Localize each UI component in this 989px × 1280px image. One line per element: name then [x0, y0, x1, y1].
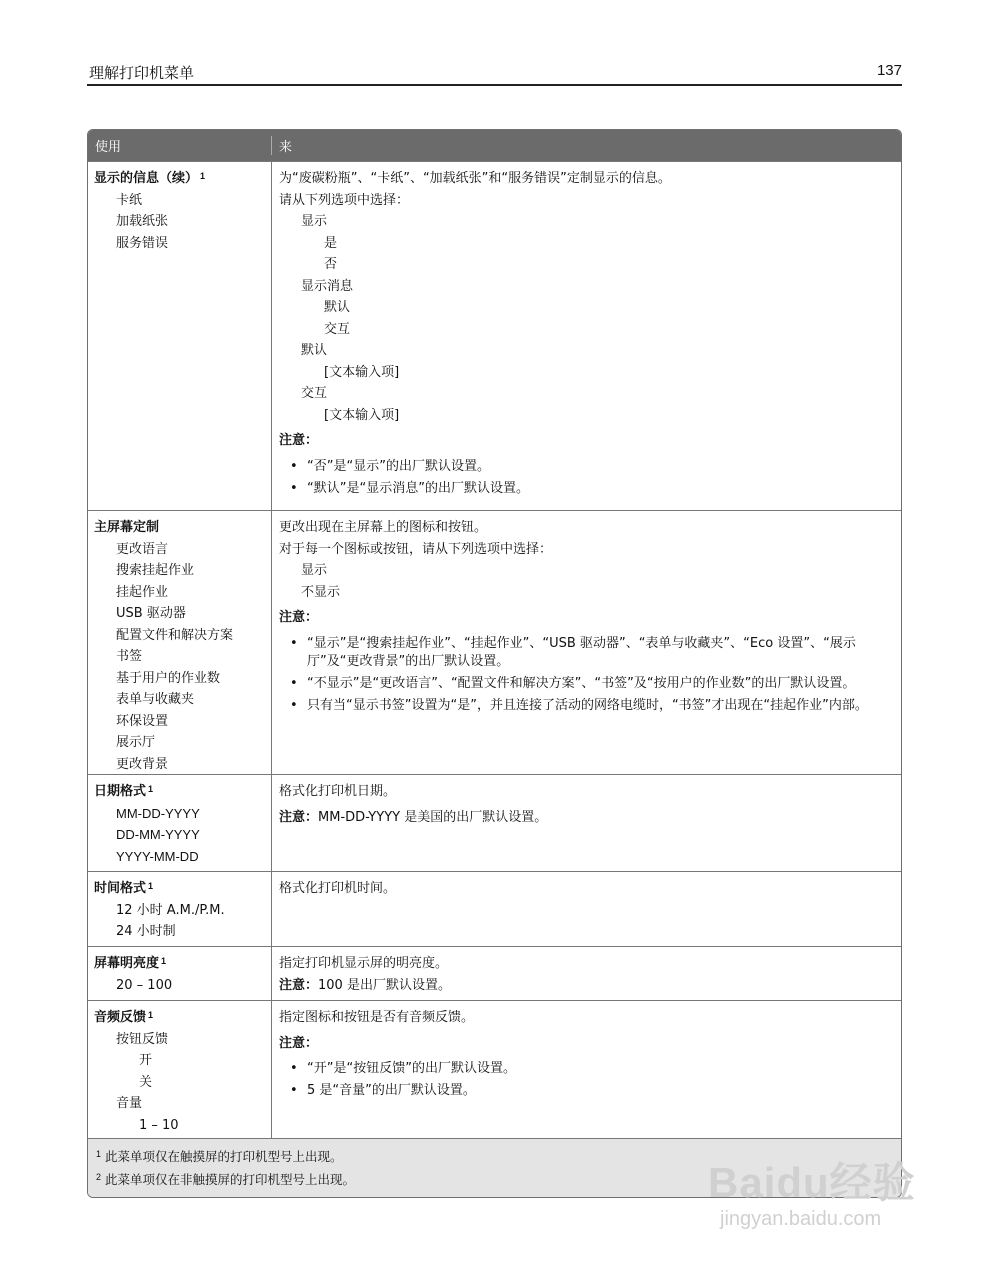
menu-item: USB 驱动器: [116, 606, 186, 621]
menu-title: 显示的信息（续） $^1$: [94, 171, 206, 186]
menu-item: 更改背景: [116, 756, 169, 772]
menu-title: 时间格式 $^1$: [94, 881, 154, 896]
menu-item: 环保设置: [116, 713, 169, 729]
description: 对于每一个图标或按钮，请从下列选项中选择：: [279, 541, 553, 557]
menu-item: 更改语言: [116, 541, 169, 557]
menu-item: 音量: [116, 1096, 143, 1111]
row-description-cell: [272, 947, 901, 1000]
table-header-row: [88, 130, 901, 161]
row-description-cell: [272, 1001, 901, 1138]
footnote: $^2$ 此菜单项仅在非触摸屏的打印机型号上出现。: [96, 1172, 356, 1187]
menu-item: 1 – 10: [139, 1117, 179, 1133]
row-menu-cell: [88, 1001, 272, 1138]
col-header-to: 来: [279, 140, 293, 155]
menu-item: 表单与收藏夹: [116, 692, 195, 707]
note-line: 注意：MM-DD-YYYY 是美国的出厂默认设置。: [279, 809, 548, 825]
menu-item: 20 – 100: [116, 977, 173, 993]
note-bullet: • “否”是“显示”的出厂默认设置。: [279, 458, 894, 476]
table-row: [88, 946, 901, 1000]
option: 否: [324, 257, 338, 272]
option: 默认: [301, 343, 328, 358]
menu-item: 书签: [116, 649, 143, 664]
page-header-title: 理解打印机菜单: [89, 64, 195, 82]
baidu-watermark: [700, 1150, 940, 1260]
footnote: $^1$ 此菜单项仅在触摸屏的打印机型号上出现。: [96, 1149, 343, 1164]
row-menu-cell: [88, 511, 272, 774]
option: 交互: [324, 321, 351, 337]
option: [文本输入项]: [324, 364, 400, 380]
menu-item: 挂起作业: [116, 584, 169, 600]
note-bullet: • 只有当“显示书签”设置为“是”，并且连接了活动的网络电缆时，“书签”才出现在“挂起作业”内部。: [279, 697, 894, 715]
note-bullet: • “显示”是“搜索挂起作业”、“挂起作业”、“USB 驱动器”、“表单与收藏夹”、“Eco 设置”、“展示厅”及“更改背景”的出厂默认设置。: [279, 635, 894, 671]
watermark-url: jingyan.baidu.com: [720, 1208, 882, 1230]
menu-item: 按钮反馈: [116, 1031, 169, 1047]
table-row: [88, 1000, 901, 1138]
note-label: 注意：: [279, 610, 319, 625]
menu-item: 关: [139, 1074, 153, 1090]
menu-title: 屏幕明亮度 $^1$: [94, 956, 167, 971]
option: [文本输入项]: [324, 407, 400, 423]
menu-title: 音频反馈 $^1$: [94, 1010, 154, 1025]
row-description-cell: [272, 775, 901, 871]
row-description-cell: [272, 162, 901, 510]
note-bullet: • “默认”是“显示消息”的出厂默认设置。: [279, 480, 894, 498]
description: 为“废碳粉瓶”、“卡纸”、“加载纸张”和“服务错误”定制显示的信息。: [279, 171, 671, 186]
page-number: 137: [876, 62, 902, 79]
option: 显示消息: [301, 278, 354, 294]
row-menu-cell: [88, 162, 272, 510]
table-row: [88, 871, 901, 946]
description: 更改出现在主屏幕上的图标和按钮。: [279, 520, 488, 535]
row-description-cell: [272, 511, 901, 774]
table-row: [88, 774, 901, 871]
description: 指定打印机显示屏的明亮度。: [279, 956, 449, 971]
description: 请从下列选项中选择：: [279, 192, 410, 208]
menu-item: 开: [139, 1053, 153, 1068]
menu-item: 加载纸张: [116, 214, 169, 229]
menu-table: [87, 129, 902, 1198]
note-bullet: • “不显示”是“更改语言”、“配置文件和解决方案”、“书签”及“按用户的作业数”的出厂默认设置。: [279, 675, 894, 693]
col-header-use: 使用: [88, 136, 272, 155]
menu-item: YYYY-MM-DD: [116, 848, 199, 864]
menu-item: 卡纸: [116, 192, 143, 208]
option: 显示: [301, 563, 328, 578]
menu-item: DD-MM-YYYY: [116, 827, 200, 842]
description: 格式化打印机日期。: [279, 784, 397, 799]
header-rule: [87, 84, 902, 86]
option: 默认: [324, 300, 351, 315]
menu-item: 配置文件和解决方案: [116, 627, 234, 643]
menu-item: MM-DD-YYYY: [116, 805, 200, 821]
row-menu-cell: [88, 947, 272, 1000]
menu-title: 日期格式 $^1$: [94, 784, 154, 799]
table-row: [88, 510, 901, 774]
note-line: 注意：100 是出厂默认设置。: [279, 977, 451, 993]
row-description-cell: [272, 872, 901, 946]
description: 指定图标和按钮是否有音频反馈。: [279, 1010, 475, 1025]
watermark-logo: Baidu经验: [708, 1159, 916, 1206]
menu-item: 服务错误: [116, 235, 169, 251]
note-label: 注意：: [279, 433, 319, 448]
menu-item: 基于用户的作业数: [116, 670, 221, 686]
menu-title: 主屏幕定制: [94, 520, 160, 535]
note-bullets: [279, 635, 894, 715]
note-label: 注意：: [279, 1035, 319, 1051]
option: 显示: [301, 214, 328, 229]
note-bullet: • 5 是“音量”的出厂默认设置。: [279, 1082, 894, 1100]
note-bullets: [279, 458, 894, 498]
option: 不显示: [301, 584, 341, 600]
option: 交互: [301, 386, 328, 401]
option: 是: [324, 235, 338, 251]
table-row: [88, 161, 901, 510]
menu-item: 展示厅: [116, 735, 156, 750]
menu-item: 12 小时 A.M./P.M.: [116, 902, 225, 918]
row-menu-cell: [88, 872, 272, 946]
menu-item: 搜索挂起作业: [116, 563, 195, 578]
row-menu-cell: [88, 775, 272, 871]
note-bullet: • “开”是“按钮反馈”的出厂默认设置。: [279, 1060, 894, 1078]
description: 格式化打印机时间。: [279, 881, 397, 896]
note-bullets: [279, 1060, 894, 1100]
menu-item: 24 小时制: [116, 924, 176, 939]
